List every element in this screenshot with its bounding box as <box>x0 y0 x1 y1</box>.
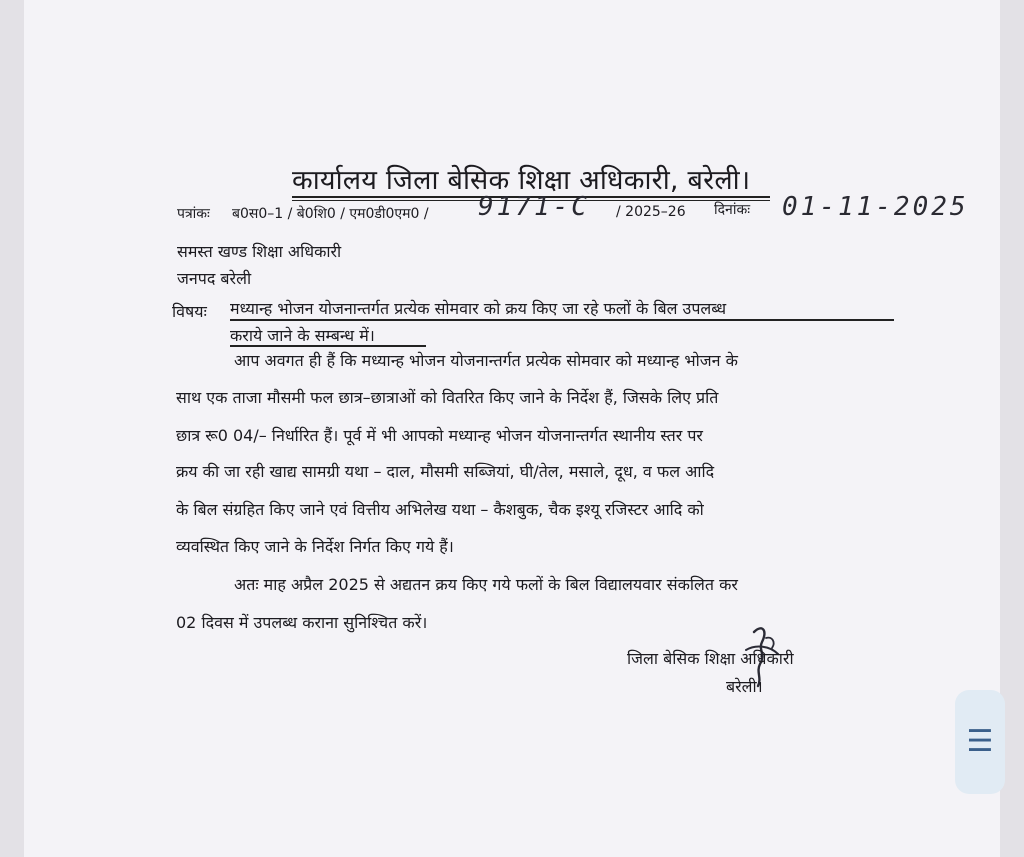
reference-prefix: ब0स0–1 / बे0शि0 / एम0डी0एम0 / <box>232 206 429 222</box>
office-title: कार्यालय जिला बेसिक शिक्षा अधिकारी, बरेली। <box>292 165 751 196</box>
reference-year: / 2025–26 <box>616 204 686 220</box>
menu-button[interactable] <box>955 690 1005 794</box>
body-line: आप अवगत ही हैं कि मध्यान्ह भोजन योजनान्तर्गत प्रत्येक सोमवार को मध्यान्ह भोजन के <box>234 351 738 370</box>
document-page <box>24 0 1000 857</box>
subject-label: विषयः <box>172 302 207 321</box>
body-line: साथ एक ताजा मौसमी फल छात्र–छात्राओं को वितरित किए जाने के निर्देश हैं, जिसके लिए प्रति <box>176 388 719 407</box>
signatory-place: बरेली। <box>726 677 763 696</box>
body-line: व्यवस्थित किए जाने के निर्देश निर्गत किए गये हैं। <box>176 537 454 556</box>
subject-underline <box>230 319 894 321</box>
subject-line2: कराये जाने के सम्बन्ध में। <box>230 326 375 345</box>
body-line: क्रय की जा रही खाद्य सामग्री यथा – दाल, मौसमी सब्जियां, घी/तेल, मसाले, दूध, व फल आदि <box>176 462 715 481</box>
signatory-designation: जिला बेसिक शिक्षा अधिकारी <box>627 649 794 668</box>
office-order <box>24 0 1000 857</box>
hamburger-menu-icon: ☰ <box>966 724 994 759</box>
body-line: अतः माह अप्रैल 2025 से अद्यतन क्रय किए गये फलों के बिल विद्यालयवार संकलित कर <box>234 575 738 594</box>
subject-underline-second <box>230 345 426 347</box>
reference-number-handwritten: 9171-C <box>478 192 590 222</box>
body-line: के बिल संग्रहित किए जाने एवं वित्तीय अभिलेख यथा – कैशबुक, चैक इश्यू रजिस्टर आदि को <box>176 500 704 519</box>
subject-line1: मध्यान्ह भोजन योजनान्तर्गत प्रत्येक सोमवार को क्रय किए जा रहे फलों के बिल उपलब्ध <box>230 299 727 318</box>
addressee-line1: समस्त खण्ड शिक्षा अधिकारी <box>177 242 342 261</box>
reference-label: पत्रांकः <box>177 206 210 222</box>
addressee-line2: जनपद बरेली <box>177 269 252 288</box>
body-line: 02 दिवस में उपलब्ध कराना सुनिश्चित करें। <box>176 613 428 632</box>
date-label: दिनांकः <box>714 202 751 218</box>
body-line: छात्र रू0 04/– निर्धारित हैं। पूर्व में भी आपको मध्यान्ह भोजन योजनान्तर्गत स्थानीय स्तर पर <box>176 426 703 445</box>
date-handwritten: 01-11-2025 <box>782 192 969 222</box>
